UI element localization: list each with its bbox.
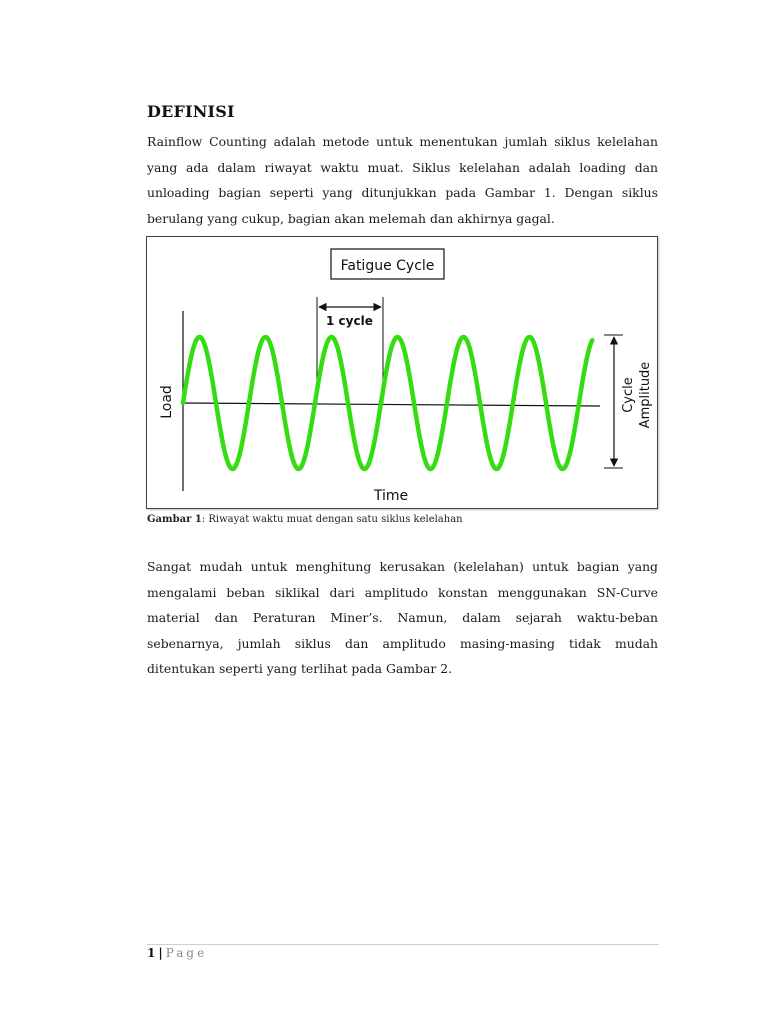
figure-caption xyxy=(147,514,463,525)
section-heading: DEFINISI xyxy=(147,102,235,121)
page-number: 1 xyxy=(147,946,156,960)
caption-text: Riwayat waktu muat dengan satu siklus kelelahan xyxy=(208,514,463,525)
x-axis xyxy=(183,403,600,406)
fatigue-cycle-diagram xyxy=(147,237,659,510)
page-footer xyxy=(147,946,207,960)
amplitude-label-line2: Amplitude xyxy=(638,361,653,429)
x-axis-label: Time xyxy=(373,488,409,504)
explanation-paragraph: Sangat mudah untuk menghitung kerusakan (kelelahan) untuk bagian yang mengalami beban siklikal dari amplitudo konstan menggunakan SN-Curve material dan Peraturan Miner’s. Namun, dalam sejarah waktu-beban sebenarnya, jumlah siklus dan amplitudo masing-masing tidak mudah ditentukan seperti yang terlihat pada Gambar 2. xyxy=(147,559,658,676)
fatigue-cycle-figure xyxy=(146,236,658,509)
page-separator: | xyxy=(158,946,163,960)
definition-paragraph: Rainflow Counting adalah metode untuk menentukan jumlah siklus kelelahan yang ada dalam riwayat waktu muat. Siklus kelelahan adalah loading dan unloading bagian seperti yang ditunjukkan pada Gambar 1. Dengan siklus berulang yang cukup, bagian akan melemah dan akhirnya gagal. xyxy=(147,134,658,226)
cycle-label: 1 cycle xyxy=(326,314,373,328)
caption-colon: : xyxy=(201,514,209,525)
page-word: Page xyxy=(165,946,208,960)
y-axis-label: Load xyxy=(159,385,175,419)
footer-divider xyxy=(147,944,659,945)
figure-title: Fatigue Cycle xyxy=(340,258,435,274)
caption-label: Gambar 1 xyxy=(147,514,202,525)
amplitude-label-line1: Cycle xyxy=(621,377,636,413)
